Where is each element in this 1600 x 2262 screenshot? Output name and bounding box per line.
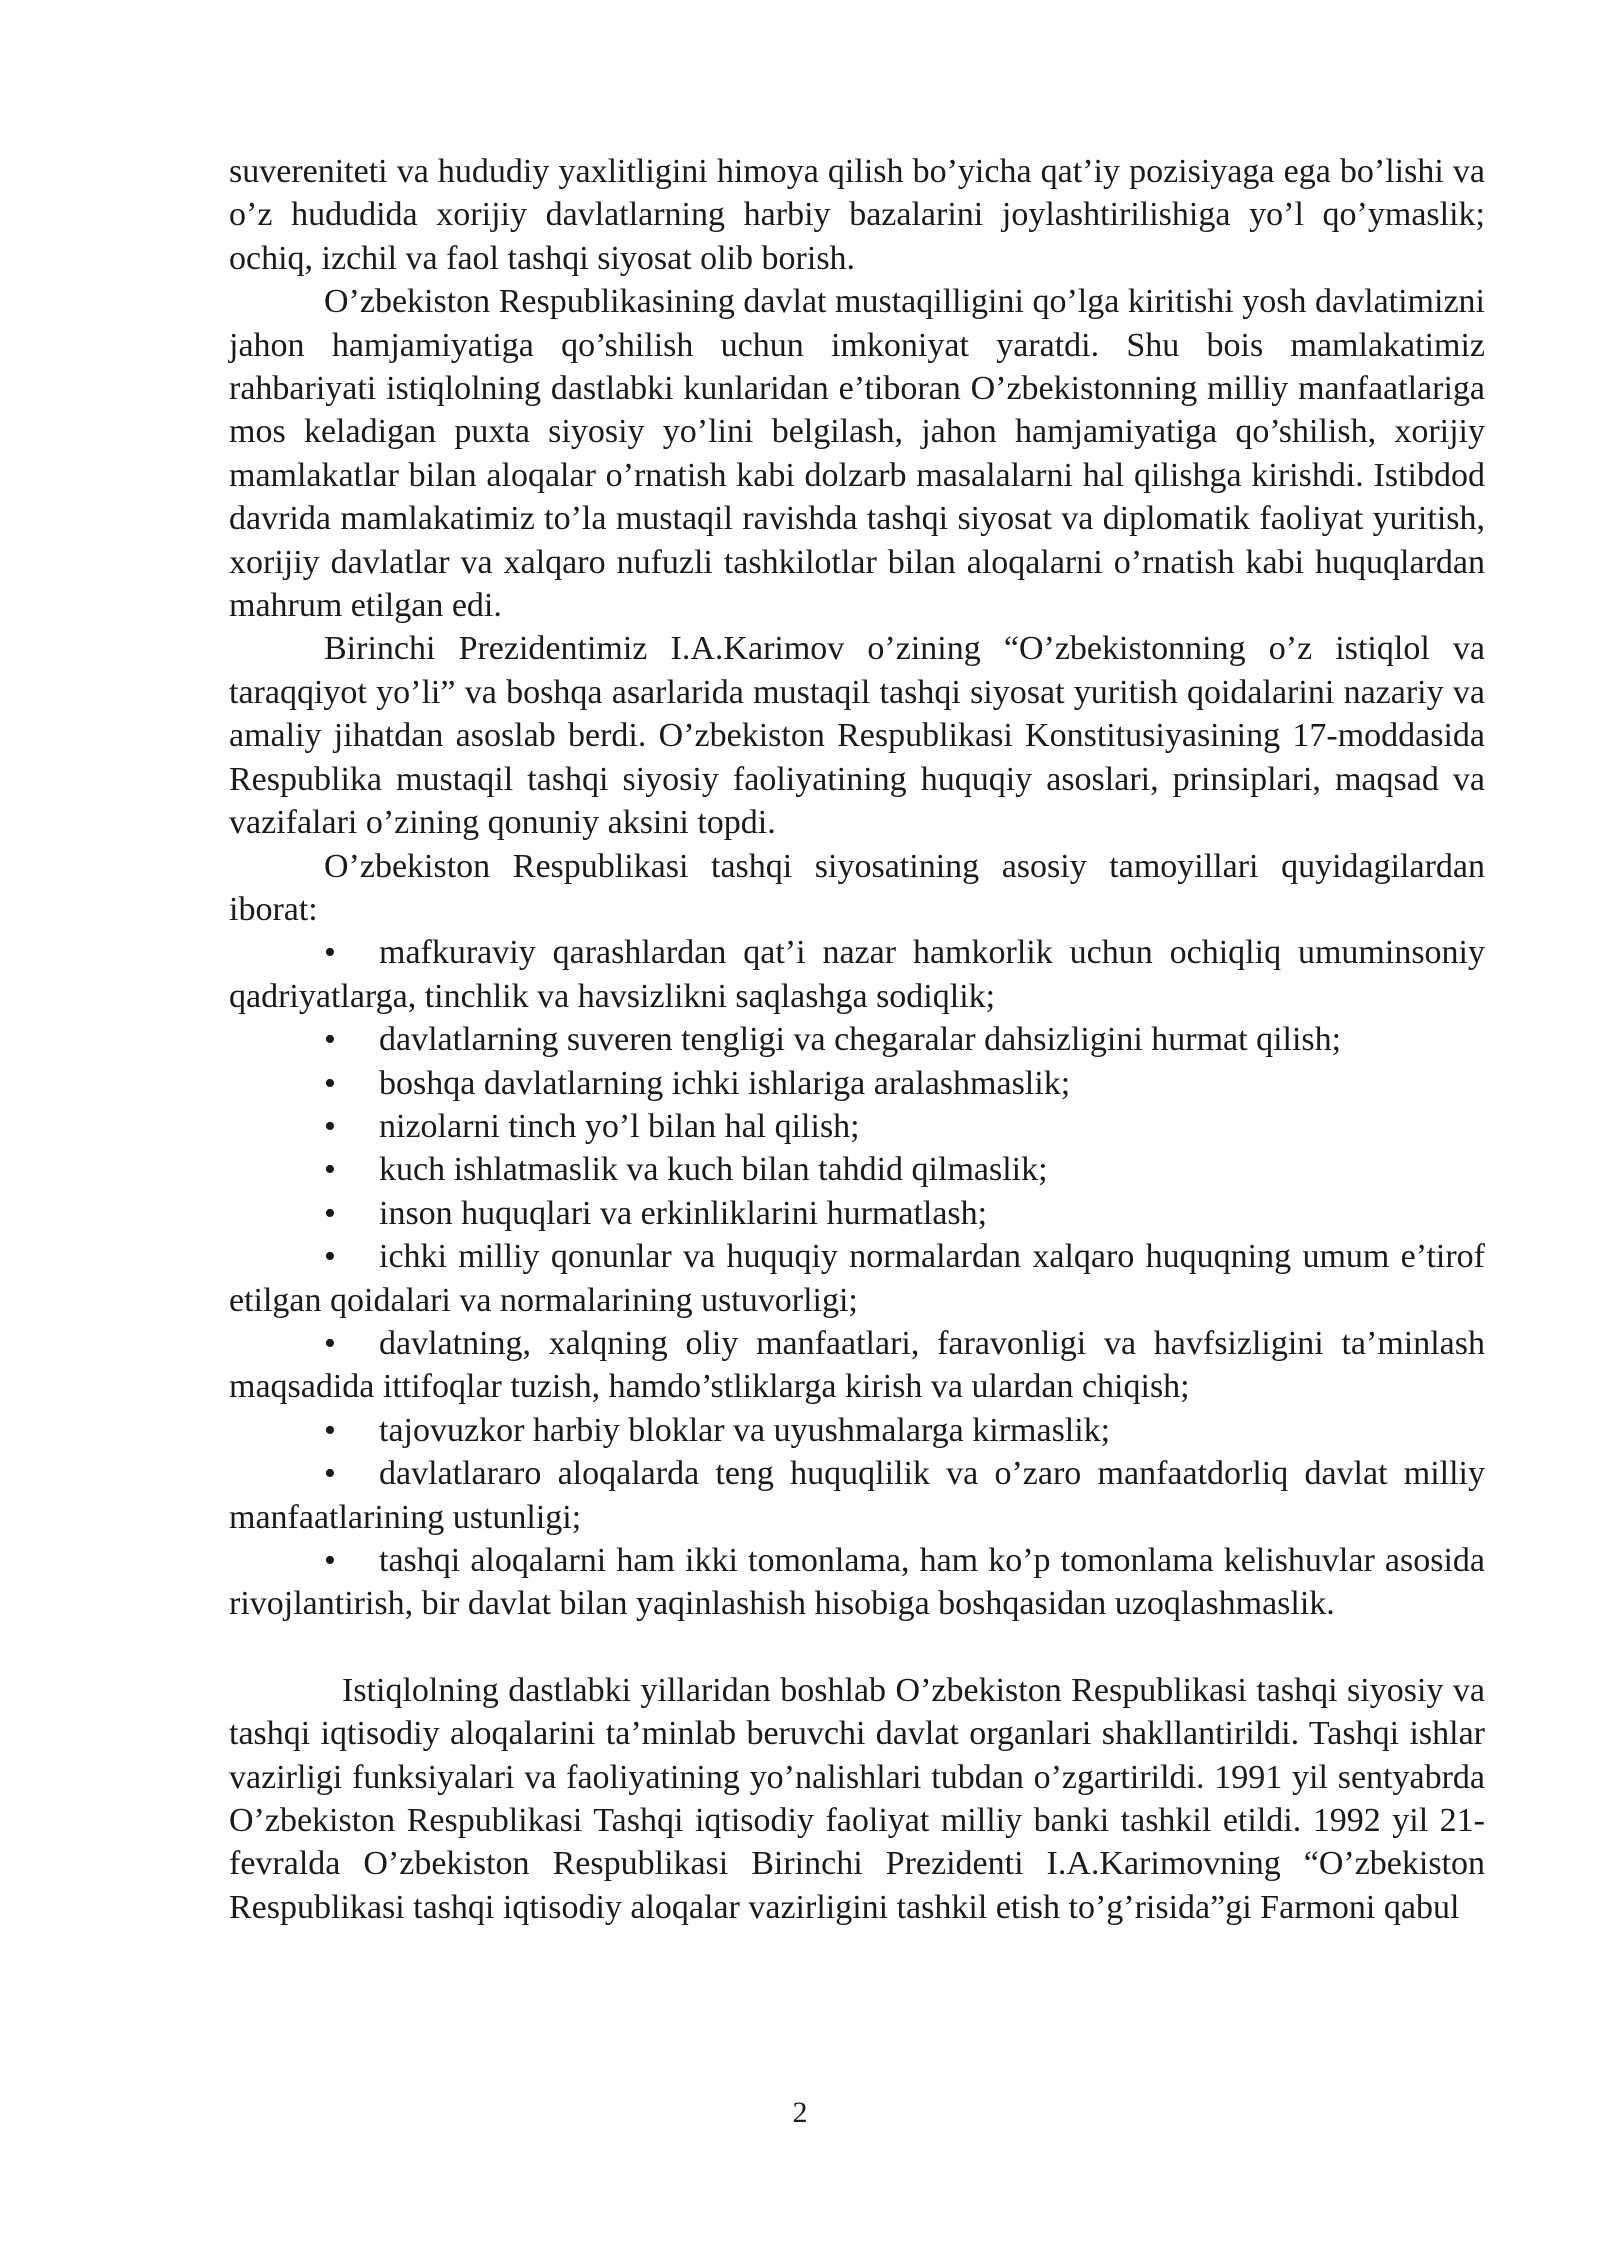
list-item-text: davlatlararo aloqalarda teng huquqlilik va o’zaro manfaatdorliq davlat milliy manfaatlarining ustunligi; xyxy=(229,1455,1485,1536)
list-item xyxy=(229,1539,1485,1626)
list-item-text: davlatning, xalqning oliy manfaatlari, faravonligi va havfsizligini ta’minlash maqsadida ittifoqlar tuzish, hamdo’stliklarga kirish va ulardan chiqish; xyxy=(229,1324,1485,1406)
bullet-icon: • xyxy=(324,1411,336,1449)
list-item-text: mafkuraviy qarashlardan qat’i nazar hamkorlik uchun ochiqliq umuminsoniy qadriyatlarga, tinchlik va havsizlikni saqlashga sodiqlik; xyxy=(229,934,1485,1015)
list-item xyxy=(229,1062,1485,1105)
bullet-icon: • xyxy=(324,1021,336,1059)
list-item xyxy=(229,1452,1485,1539)
list-item-text: tajovuzkor harbiy bloklar va uyushmalarga kirmaslik; xyxy=(379,1411,1111,1449)
bullet-icon: • xyxy=(324,934,336,972)
bullet-icon: • xyxy=(324,1151,336,1189)
paragraph-principles-intro: O’zbekiston Respublikasi tashqi siyosatining asosiy tamoyillari quyidagilardan iborat: xyxy=(229,847,1485,928)
paragraph-independence: O’zbekiston Respublikasining davlat mustaqilligini qo’lga kiritishi yosh davlatimizni jahon hamjamiyatiga qo’shilish uchun imkoniyat yaratdi. Shu bois mamlakatimiz rahbariyati istiqlolning dastlabki kunlaridan e’tiboran O’zbekistonning milliy manfaatlariga mos keladigan puxta siyosiy yo’lini belgilash, jahon hamjamiyatiga qo’shilish, xorijiy mamlakatlar bilan aloqalar o’rnatish kabi dolzarb masalalarni hal qilishga kirishdi. Istibdod davrida mamlakatimiz to’la mustaqil ravishda tashqi siyosat va diplomatik faoliyat yuritish, xorijiy davlatlar va xalqaro nufuzli tashkilotlar bilan aloqalarni o’rnatish kabi huquqlardan mahrum etilgan edi. xyxy=(229,283,1485,625)
bullet-icon: • xyxy=(324,1194,336,1232)
list-item xyxy=(229,1148,1485,1191)
bullet-icon: • xyxy=(324,1107,336,1145)
document-page xyxy=(229,150,1485,1929)
bullet-icon: • xyxy=(324,1324,336,1362)
list-item-text: nizolarni tinch yo’l bilan hal qilish; xyxy=(379,1107,860,1145)
list-item xyxy=(229,1192,1485,1235)
principles-list xyxy=(229,931,1485,1626)
paragraph-karimov: Birinchi Prezidentimiz I.A.Karimov o’zining “O’zbekistonning o’z istiqlol va taraqqiyot yo’li” va boshqa asarlarida mustaqil tashqi siyosat yuritish qoidalarini nazariy va amaliy jihatdan asoslab berdi. O’zbekiston Respublikasi Konstitusiyasining 17-moddasida Respublika mustaqil tashqi siyosiy faoliyatining huquqiy asoslari, prinsiplari, maqsad va vazifalari o’zining qonuniy aksini topdi. xyxy=(229,630,1485,842)
list-item-text: tashqi aloqalarni ham ikki tomonlama, ham ko’p tomonlama kelishuvlar asosida rivojlantirish, bir davlat bilan yaqinlashish hisobiga boshqasidan uzoqlashmaslik. xyxy=(229,1542,1485,1623)
list-item xyxy=(229,1235,1485,1322)
list-item xyxy=(229,1409,1485,1452)
list-item-text: davlatlarning suveren tengligi va chegaralar dahsizligini hurmat qilish; xyxy=(379,1021,1342,1059)
bullet-icon: • xyxy=(324,1542,336,1579)
list-item-text: kuch ishlatmaslik va kuch bilan tahdid qilmaslik; xyxy=(379,1151,1048,1189)
list-item xyxy=(229,1018,1485,1061)
list-item-text: ichki milliy qonunlar va huquqiy normalardan xalqaro huquqning umum e’tirof etilgan qoidalari va normalarining ustuvorligi; xyxy=(229,1238,1485,1319)
list-item xyxy=(229,1105,1485,1148)
bullet-icon: • xyxy=(324,1064,336,1102)
blank-line xyxy=(229,1626,1485,1669)
list-item xyxy=(229,931,1485,1018)
list-item-text: boshqa davlatlarning ichki ishlariga aralashmaslik; xyxy=(379,1064,1071,1102)
page-number: 2 xyxy=(792,2096,808,2129)
list-item-text: inson huquqlari va erkinliklarini hurmatlash; xyxy=(379,1194,988,1232)
paragraph-continuation: suvereniteti va hududiy yaxlitligini himoya qilish bo’yicha qat’iy pozisiyaga ega bo’lishi va o’z hududida xorijiy davlatlarning harbiy bazalarini joylashtirilishiga yo’l qo’ymaslik; ochiq, izchil va faol tashqi siyosat olib borish. xyxy=(229,153,1485,277)
paragraph-state-organs: Istiqlolning dastlabki yillaridan boshlab O’zbekiston Respublikasi tashqi siyosiy va tashqi iqtisodiy aloqalarini ta’minlab beruvchi davlat organlari shakllantirildi. Tashqi ishlar vazirligi funksiyalari va faoliyatining yo’nalishlari tubdan o’zgartirildi. 1991 yil sentyabrda O’zbekiston Respublikasi Tashqi iqtisodiy faoliyat milliy banki tashkil etildi. 1992 yil 21-fevralda O’zbekiston Respublikasi Birinchi Prezidenti I.A.Karimovning “O’zbekiston Respublikasi tashqi iqtisodiy aloqalar vazirligini tashkil etish to’g’risida”gi Farmoni qabul xyxy=(229,1671,1485,1926)
bullet-icon: • xyxy=(324,1455,336,1493)
list-item xyxy=(229,1322,1485,1409)
bullet-icon: • xyxy=(324,1238,336,1276)
